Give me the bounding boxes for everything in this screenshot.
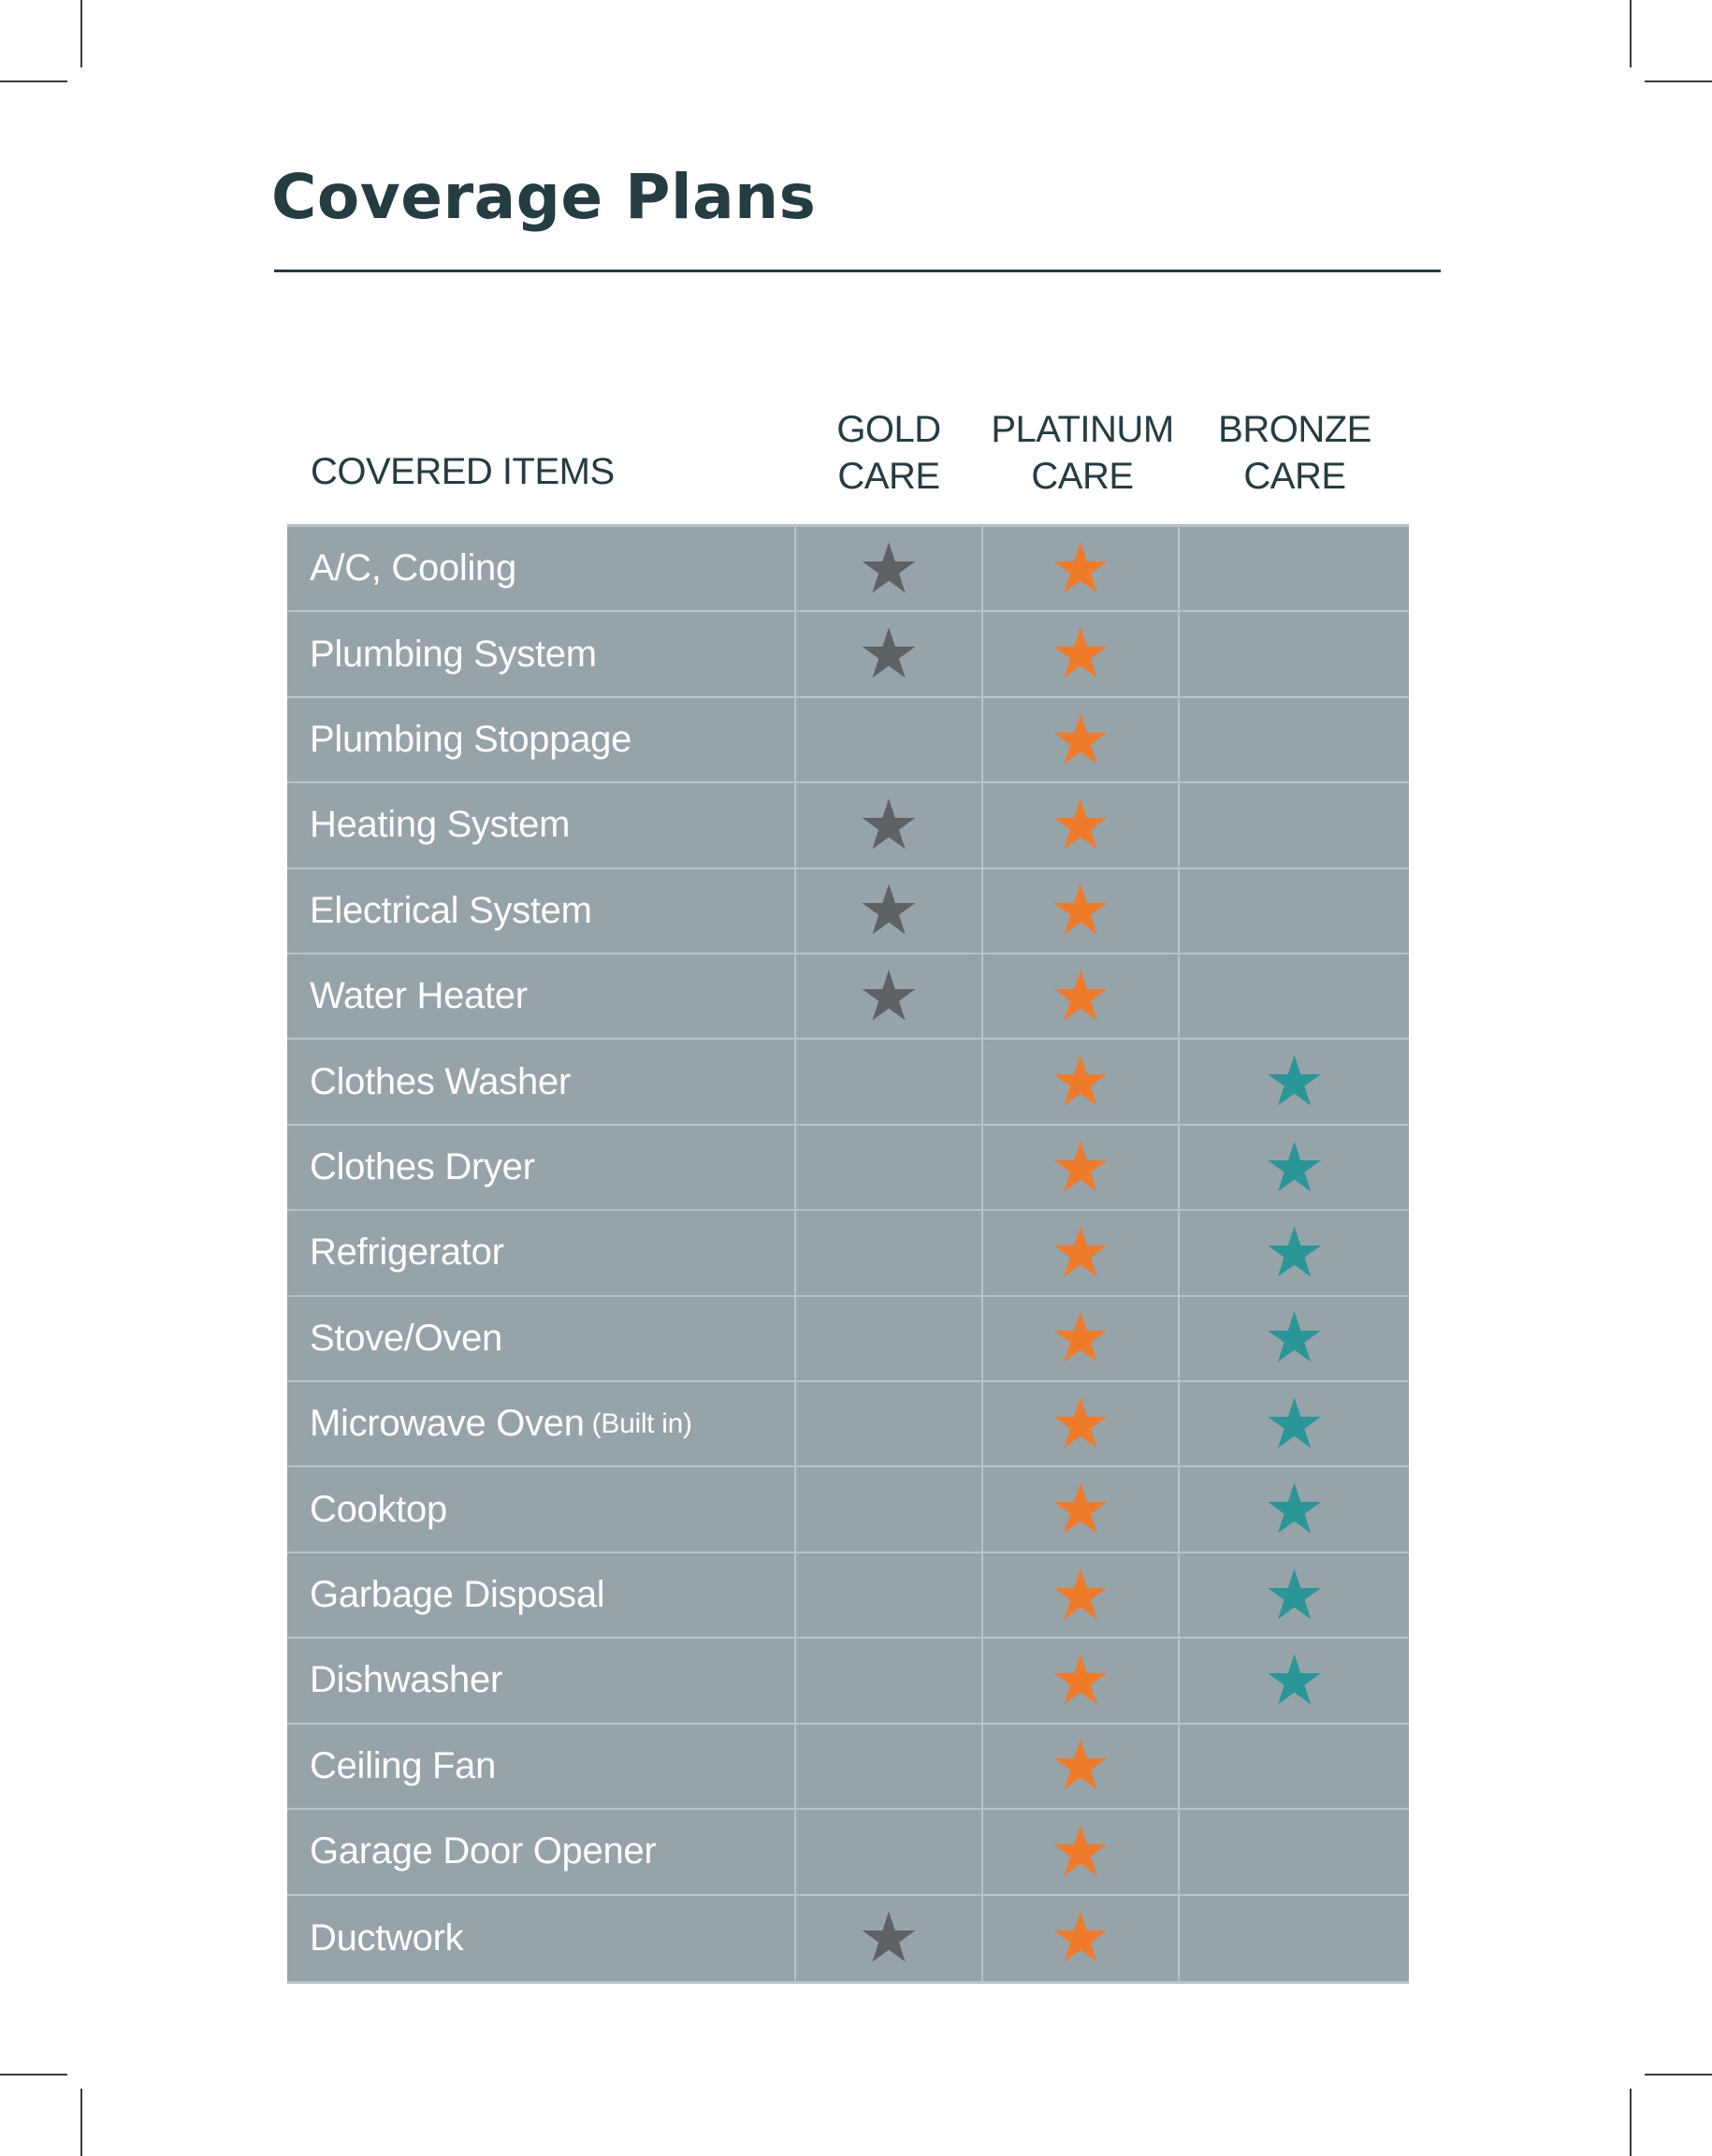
gold-care-cell [796, 1467, 983, 1551]
table-row [287, 869, 1409, 954]
covered-item-cell [287, 1040, 796, 1123]
covered-item-label: Electrical System [310, 889, 592, 931]
bronze-care-cell [1180, 954, 1409, 1038]
covered-item-label: Clothes Dryer [310, 1146, 535, 1188]
bronze-care-cell [1180, 1297, 1409, 1380]
covered-item-label: Heating System [310, 804, 571, 846]
table-row [287, 612, 1409, 697]
table-row [287, 1126, 1409, 1211]
crop-mark [1645, 80, 1712, 82]
covered-item-cell [287, 869, 796, 953]
table-row [287, 1725, 1409, 1810]
star-icon: ★ [1049, 1127, 1112, 1208]
star-icon: ★ [1263, 1383, 1326, 1464]
crop-mark [0, 80, 67, 82]
covered-item-label: Water Heater [310, 975, 528, 1017]
star-icon: ★ [1049, 1469, 1112, 1551]
star-icon: ★ [1049, 614, 1112, 695]
header-gold-line-2: CARE [837, 456, 940, 497]
covered-item-cell [287, 1553, 796, 1637]
star-icon: ★ [1049, 1298, 1112, 1379]
gold-care-cell [796, 1810, 983, 1893]
gold-care-cell [796, 1126, 983, 1209]
header-gold-line-1: GOLD [836, 409, 941, 450]
header-bronze-line-2: CARE [1243, 456, 1346, 497]
crop-mark [0, 2074, 67, 2076]
covered-item-label: Garbage Disposal [310, 1574, 605, 1616]
bronze-care-cell [1180, 1639, 1409, 1722]
star-icon: ★ [857, 1898, 921, 1979]
title-divider [274, 270, 1441, 272]
header-platinum-line-1: PLATINUM [991, 409, 1174, 450]
header-bronze-line-1: BRONZE [1218, 409, 1371, 450]
crop-mark [1630, 2089, 1632, 2156]
crop-mark [1630, 0, 1632, 67]
bronze-care-cell [1180, 1211, 1409, 1294]
covered-item-cell [287, 612, 796, 695]
star-icon: ★ [857, 955, 921, 1037]
covered-item-label: Cooktop [310, 1488, 447, 1530]
table-row [287, 527, 1409, 612]
covered-item-label: Plumbing System [310, 633, 597, 675]
covered-item-label: Refrigerator [310, 1231, 504, 1274]
table-row [287, 783, 1409, 868]
covered-item-cell [287, 1211, 796, 1294]
table-row [287, 1553, 1409, 1639]
star-icon: ★ [1049, 1639, 1112, 1721]
covered-item-label: Garage Door Opener [310, 1830, 657, 1872]
header-covered-items [311, 448, 615, 495]
covered-item-label: Dishwasher [310, 1659, 502, 1701]
bronze-care-cell [1180, 869, 1409, 953]
covered-item-cell [287, 1639, 796, 1722]
bronze-care-cell [1180, 612, 1409, 695]
header-platinum-line-2: CARE [1031, 456, 1134, 497]
platinum-care-cell [983, 1553, 1180, 1637]
table-row [287, 1896, 1409, 1981]
table-row [287, 1297, 1409, 1382]
table-row [287, 698, 1409, 783]
covered-item-cell [287, 1297, 796, 1380]
covered-item-cell [287, 1896, 796, 1981]
table-row [287, 1382, 1409, 1467]
star-icon: ★ [1049, 528, 1112, 609]
covered-item-label: Ductwork [310, 1916, 464, 1959]
gold-care-cell [796, 1553, 983, 1637]
gold-care-cell [796, 698, 983, 781]
bronze-care-cell [1180, 1467, 1409, 1551]
star-icon: ★ [1049, 1554, 1112, 1636]
star-icon: ★ [1263, 1554, 1326, 1636]
platinum-care-cell [983, 783, 1180, 867]
crop-mark [1645, 2074, 1712, 2076]
platinum-care-cell [983, 869, 1180, 953]
bronze-care-cell [1180, 1382, 1409, 1465]
bronze-care-cell [1180, 1040, 1409, 1123]
bronze-care-cell [1180, 527, 1409, 610]
gold-care-cell [796, 1040, 983, 1123]
star-icon: ★ [1049, 1042, 1112, 1123]
star-icon: ★ [1263, 1042, 1326, 1123]
covered-item-label: A/C, Cooling [310, 547, 516, 590]
star-icon: ★ [1049, 1212, 1112, 1293]
gold-care-cell [796, 1211, 983, 1294]
star-icon: ★ [1049, 1811, 1112, 1892]
platinum-care-cell [983, 527, 1180, 610]
crop-mark [80, 2089, 82, 2156]
star-icon: ★ [1263, 1127, 1326, 1208]
covered-item-label: Ceiling Fan [310, 1744, 497, 1786]
table-row [287, 1810, 1409, 1895]
covered-item-cell [287, 1725, 796, 1808]
gold-care-cell [796, 1896, 983, 1981]
table-row [287, 1467, 1409, 1552]
platinum-care-cell [983, 1725, 1180, 1808]
covered-item-cell [287, 954, 796, 1038]
platinum-care-cell [983, 1297, 1180, 1380]
bronze-care-cell [1180, 783, 1409, 867]
star-icon: ★ [857, 784, 921, 866]
gold-care-cell [796, 1297, 983, 1380]
header-gold-care [797, 406, 980, 500]
bronze-care-cell [1180, 1126, 1409, 1209]
platinum-care-cell [983, 1639, 1180, 1722]
coverage-table [287, 524, 1409, 1984]
platinum-care-cell [983, 1126, 1180, 1209]
header-platinum-care [984, 406, 1181, 500]
star-icon: ★ [857, 870, 921, 952]
star-icon: ★ [1263, 1639, 1326, 1721]
bronze-care-cell [1180, 1725, 1409, 1808]
table-row [287, 1040, 1409, 1125]
platinum-care-cell [983, 954, 1180, 1038]
covered-item-label: Plumbing Stoppage [310, 719, 632, 761]
covered-item-cell [287, 783, 796, 867]
star-icon: ★ [1049, 1383, 1112, 1464]
platinum-care-cell [983, 1467, 1180, 1551]
covered-item-cell [287, 698, 796, 781]
platinum-care-cell [983, 698, 1180, 781]
table-row [287, 954, 1409, 1040]
bronze-care-cell [1180, 698, 1409, 781]
covered-item-label: Stove/Oven [310, 1317, 503, 1359]
covered-item-cell [287, 1126, 796, 1209]
star-icon: ★ [1049, 955, 1112, 1037]
gold-care-cell [796, 1725, 983, 1808]
header-covered-items-label: COVERED ITEMS [311, 451, 615, 492]
covered-item-cell [287, 1810, 796, 1893]
gold-care-cell [796, 612, 983, 695]
platinum-care-cell [983, 1040, 1180, 1123]
platinum-care-cell [983, 1382, 1180, 1465]
platinum-care-cell [983, 1896, 1180, 1981]
star-icon: ★ [857, 528, 921, 609]
gold-care-cell [796, 954, 983, 1038]
covered-item-cell [287, 1382, 796, 1465]
star-icon: ★ [1049, 870, 1112, 952]
gold-care-cell [796, 783, 983, 867]
crop-mark [80, 0, 82, 67]
star-icon: ★ [1049, 1726, 1112, 1807]
gold-care-cell [796, 869, 983, 953]
gold-care-cell [796, 1639, 983, 1722]
platinum-care-cell [983, 1810, 1180, 1893]
bronze-care-cell [1180, 1810, 1409, 1893]
covered-item-label: Microwave Oven [310, 1403, 585, 1445]
platinum-care-cell [983, 612, 1180, 695]
page-title: Coverage Plans [271, 161, 817, 233]
covered-item-note: (Built in) [591, 1407, 692, 1439]
covered-item-cell [287, 1467, 796, 1551]
platinum-care-cell [983, 1211, 1180, 1294]
bronze-care-cell [1180, 1896, 1409, 1981]
covered-item-cell [287, 527, 796, 610]
star-icon: ★ [1049, 1898, 1112, 1979]
gold-care-cell [796, 527, 983, 610]
header-bronze-care [1181, 406, 1409, 500]
star-icon: ★ [1049, 699, 1112, 780]
covered-item-label: Clothes Washer [310, 1060, 571, 1102]
star-icon: ★ [1263, 1298, 1326, 1379]
gold-care-cell [796, 1382, 983, 1465]
table-row [287, 1211, 1409, 1296]
star-icon: ★ [1049, 784, 1112, 866]
table-row [287, 1639, 1409, 1724]
star-icon: ★ [1263, 1212, 1326, 1293]
star-icon: ★ [1263, 1469, 1326, 1551]
bronze-care-cell [1180, 1553, 1409, 1637]
star-icon: ★ [857, 614, 921, 695]
